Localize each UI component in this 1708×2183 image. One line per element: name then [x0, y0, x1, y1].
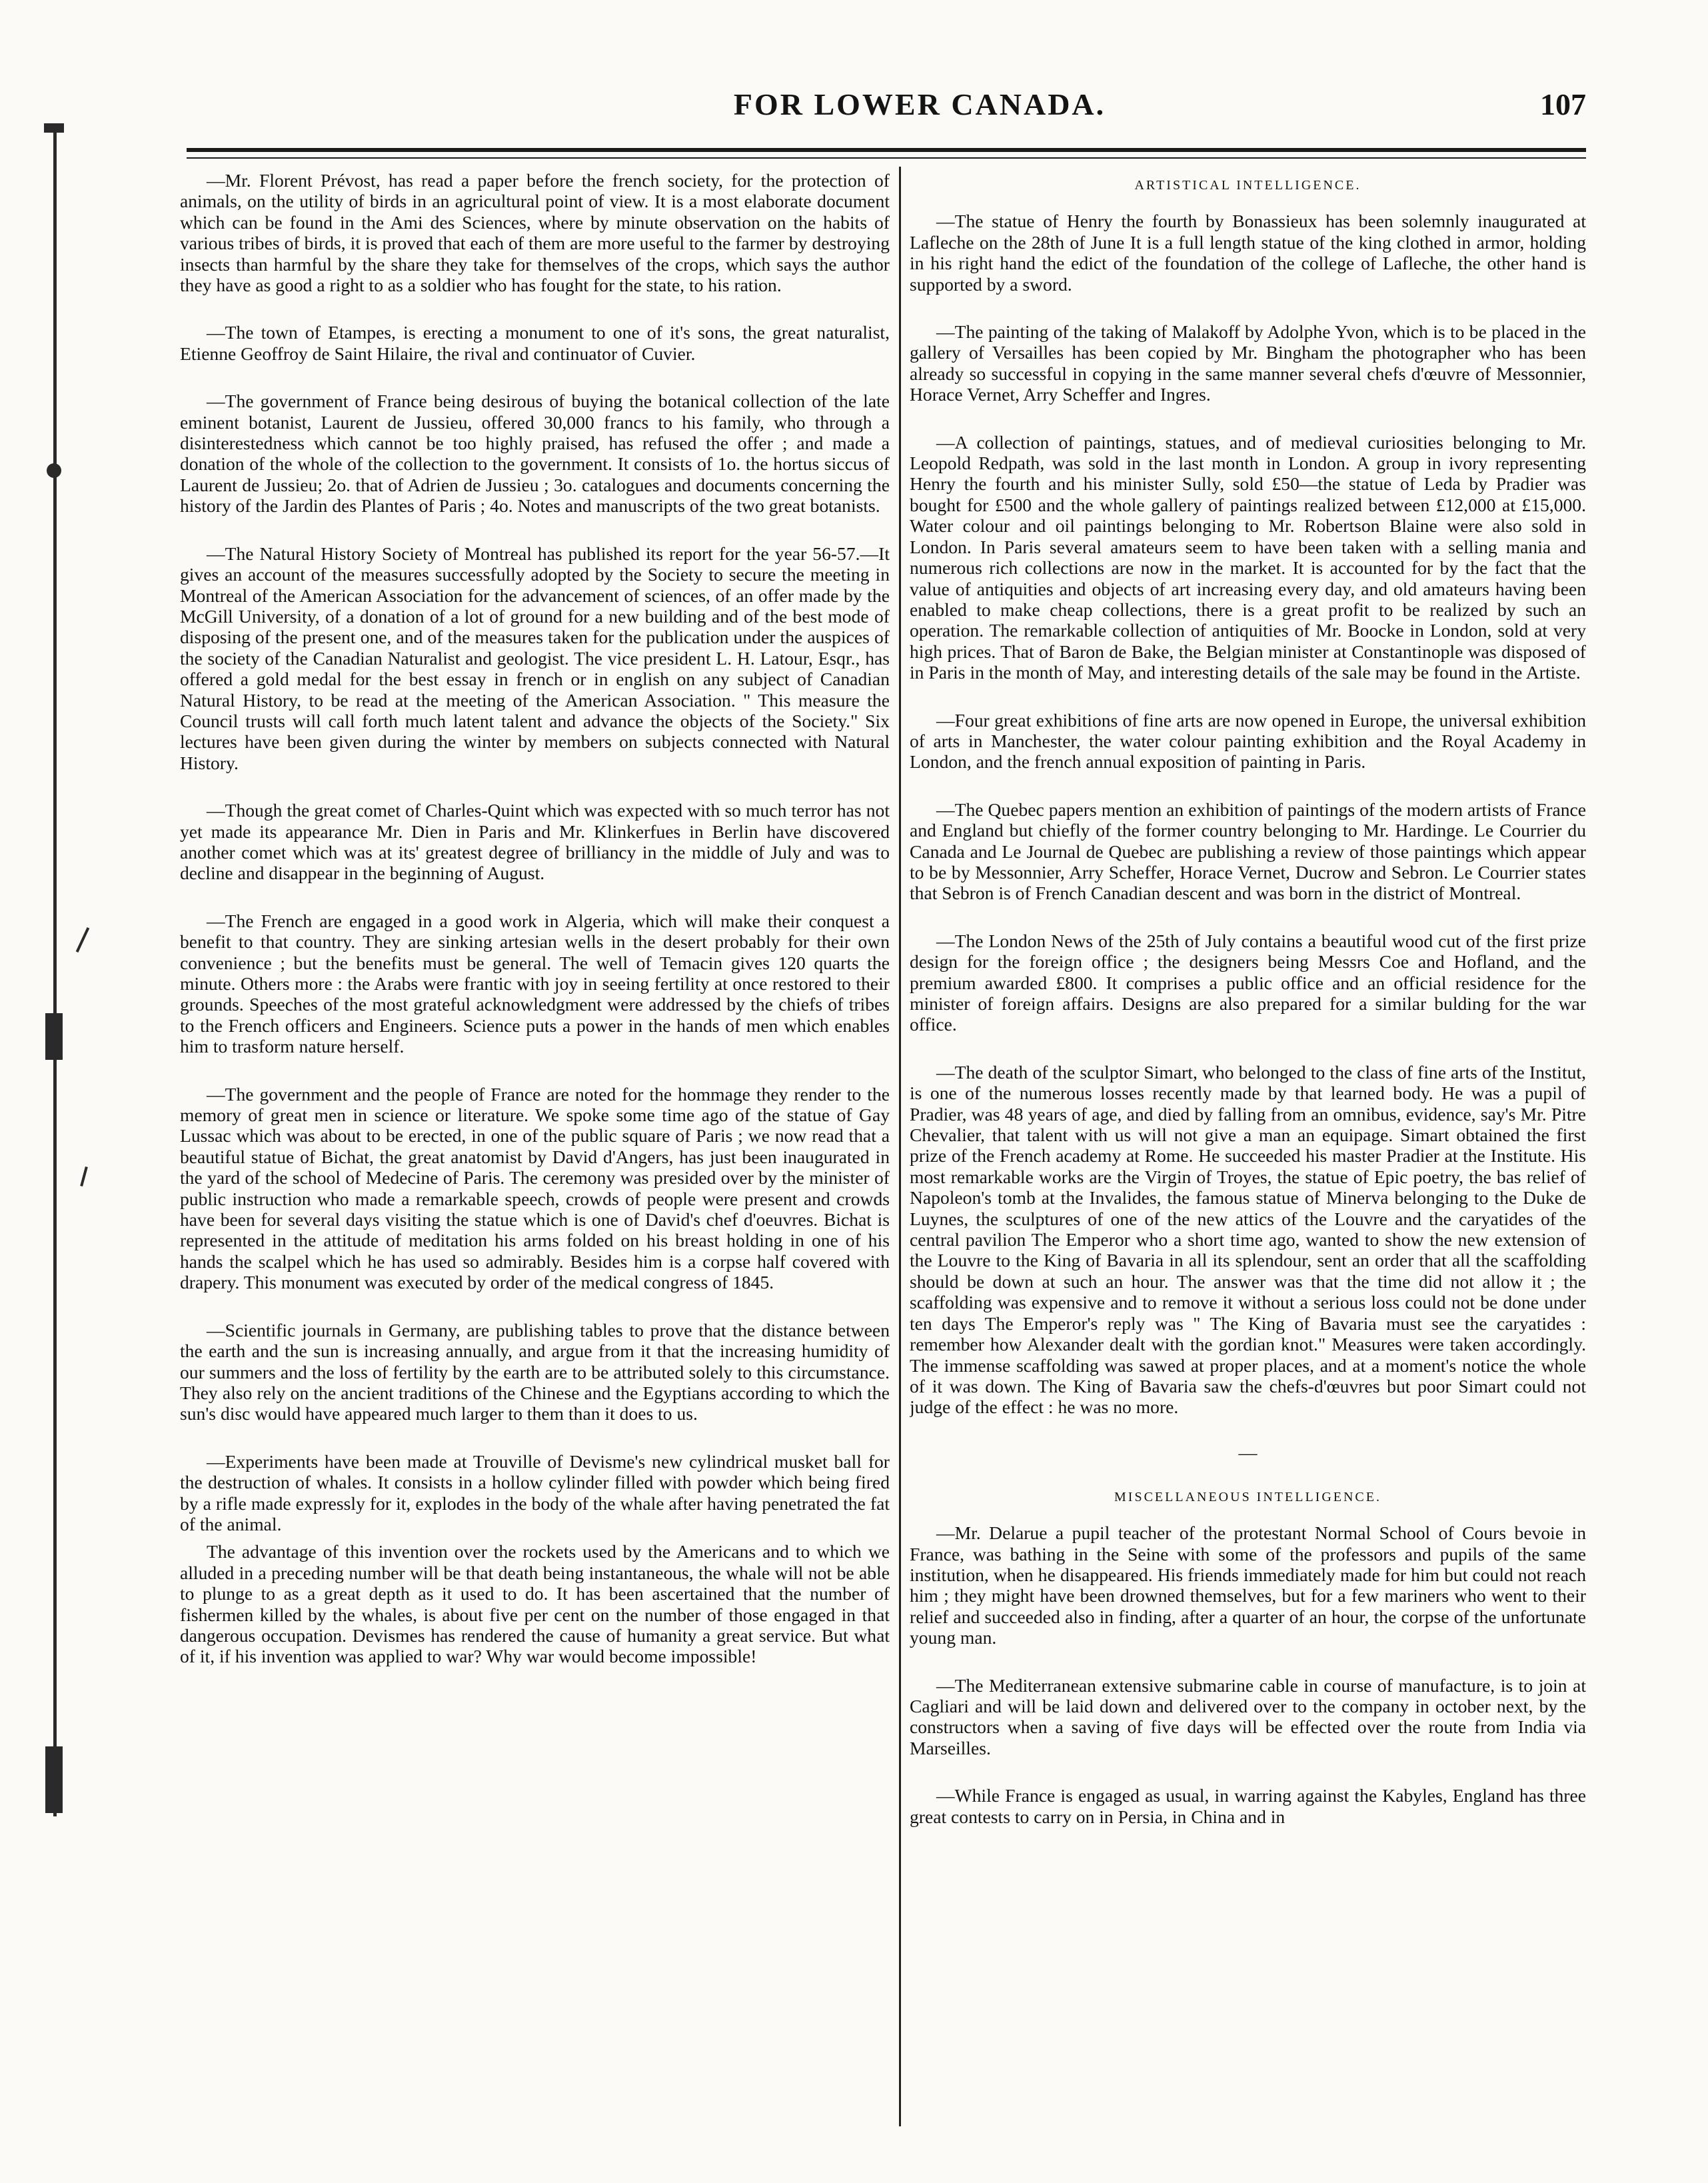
article-france-kabyles: —While France is engaged as usual, in warring against the Kabyles, England has three great contests to carry on in Persia, in China and in [910, 1785, 1586, 1827]
margin-tick-2 [80, 1166, 88, 1186]
page-number: 107 [1540, 87, 1586, 121]
header-rule-thick [187, 148, 1586, 152]
article-delarue-drowning: —Mr. Delarue a pupil teacher of the protestant Normal School of Cours bevoie in France, was bathing in the Seine with some of the professors and pupils of the same institution, when he disappeared. His friends immediately made for him but could not reach him ; they might have been drowned themselves, but for a few mariners who went to their relief and succeeded also in finding, after a quarter of an hour, the corpse of the unfortunate young man. [910, 1522, 1586, 1648]
article-foreign-office-design: —The London News of the 25th of July contains a beautiful wood cut of the first prize design for the foreign office ; the designers being Messrs Coe and Hofland, and the premium awarded £800. It comprises a public office and an official residence for the minister of foreign affairs. Designs are also prepared for a similar bulding for the war office. [910, 930, 1586, 1035]
header-rule-thin [187, 157, 1586, 159]
article-henry-statue: —The statue of Henry the fourth by Bonassieux has been solemnly inaugurated at Lafleche on the 28th of June It is a full length statue of the king clothed in armor, holding in his right hand the edict of the foundation of the college of Lafleche, the other hand is supported by a sword. [910, 211, 1586, 295]
margin-tick-1 [76, 927, 90, 953]
margin-mark-middle [45, 1013, 63, 1060]
article-four-exhibitions: —Four great exhibitions of fine arts are now opened in Europe, the universal exhibition of arts in Manchester, the water colour painting exhibition and the Royal Academy in London, and the french annual exposition of painting in Paris. [910, 709, 1586, 773]
article-etampes-monument: —The town of Etampes, is erecting a monument to one of it's sons, the great naturalist, Etienne Geoffroy de Saint Hilaire, the rival and continuator of Cuvier. [180, 322, 890, 364]
column-divider [899, 167, 901, 2126]
article-redpath-collection: —A collection of paintings, statues, and of medieval curiosities belonging to Mr. Leopold Redpath, was sold in the last month in London. A group in ivory representing Henry the fourth and his minister Sully, sold £50—the statue of Leda by Pradier was bought for £500 and the whole gallery of paintings realized between £12,000 at £15,000. Water colour and oil paintings belonging to Mr. Robertson Blaine were also sold in London. In Paris several amateurs seem to have been taken with a selling mania and numerous rich collections are now in the market. It is accounted for by the fact that the value of antiquities and objects of art increasing every day, and old amateurs having been enabled to make cheap collections, there is a great profit to be realized by such an operation. The remarkable collection of antiquities of Mr. Boocke in London, sold at very high prices. That of Baron de Bake, the Belgian minister at Constantinople was disposed of in Paris in the month of May, and interesting details of the sale may be found in the Artiste. [910, 431, 1586, 683]
margin-mark-bottom [45, 1746, 63, 1813]
margin-binding-line [53, 123, 57, 1816]
article-prevost-birds: —Mr. Florent Prévost, has read a paper before the french society, for the protection of animals, on the utility of birds in an agricultural point of view. It is a most elaborate document which can be found in the Ami des Sciences, where by minute observation on the habits of various tribes of birds, it is proved that each of them are more useful to the farmer by destroying insects than harmful by the share they take for themselves of the crops, which says the author they have as good a right to as a soldier who has fought for the state, to his ration. [180, 170, 890, 296]
article-malakoff-painting: —The painting of the taking of Malakoff by Adolphe Yvon, which is to be placed in the gallery of Versailles has been copied by Mr. Bingham the photographer who has been already so successful in copying in the same manner several chefs d'œuvre of Messonnier, Horace Vernet, Arry Scheffer and Ingres. [910, 321, 1586, 405]
margin-mark-ring [47, 463, 61, 478]
article-whale-advantage: The advantage of this invention over the rockets used by the Americans and to which we alluded in a preceding number will be that death being instantaneous, the whale will not be able to plunge to as a great depth as it used to do. It has been ascertained that the number of fishermen killed by the whales, is about five per cent on the number of those engaged in that dangerous occupation. Devismes has rendered the cause of humanity a great service. But what of it, if his invention was applied to war? Why war would become impossible! [180, 1541, 890, 1667]
article-comet: —Though the great comet of Charles-Quint which was expected with so much terror has not yet made its appearance Mr. Dien in Paris and Mr. Klinkerfues in Berlin have discovered another comet which was at its' greatest degree of brilliancy in the middle of July and was to decline and disappear in the beginning of August. [180, 800, 890, 884]
section-heading-artistical: ARTISTICAL INTELLIGENCE. [1134, 178, 1361, 193]
article-submarine-cable: —The Mediterranean extensive submarine cable in course of manufacture, is to join at Cagliari and will be laid down and delivered over to the company in october next, by the constructors when a saving of five days will be effected over the route from India via Marseilles. [910, 1674, 1586, 1758]
right-column [910, 170, 1586, 2123]
section-separator: — [1238, 1442, 1258, 1464]
article-simart-death: —The death of the sculptor Simart, who belonged to the class of fine arts of the Institut, is one of the numerous losses recently made by that learned body. He was a pupil of Pradier, was 48 years of age, and died by falling from an omnibus, evidence, say's Mr. Pitre Chevalier, that talent with us will not give a man an equipage. Simart obtained the first prize of the French academy at Rome. He succeeded his master Pradier at the Institute. His most remarkable works are the Virgin of Troyes, the statue of Epic poetry, the bas relief of Napoleon's tomb at the Invalides, the famous statue of Minerva belonging to the Duke de Luynes, the sculptures of one of the new attics of the Louvre and the caryatides of the central pavilion The Emperor who a short time ago, wanted to show the new extension of the Louvre to the King of Bavaria in all its splendour, sent an order that all the scaffolding should be down at such an hour. The answer was that the time did not allow it ; the scaffolding was expensive and to remove it without a serious loss could not be done under ten days The Emperor's reply was " The King of Bavaria must see the caryatides : remember how Alexander dealt with the gordian knot." Measures were taken accordingly. The immense scaffolding was sawed at proper places, and at a moment's notice the whole of it was down. The King of Bavaria saw the chefs-d'œuvres but poor Simart could not judge of the effect : he was no more. [910, 1061, 1586, 1418]
left-column [180, 170, 890, 2123]
article-whale-musket: —Experiments have been made at Trouville of Devisme's new cylindrical musket ball for the destruction of whales. It consists in a hollow cylinder filled with powder which being fired by a rifle made expressly for it, explodes in the body of the whale after having penetrated the fat of the animal. [180, 1450, 890, 1534]
running-title: FOR LOWER CANADA. [733, 87, 1106, 121]
article-quebec-exhibition: —The Quebec papers mention an exhibition of paintings of the modern artists of France and England but chiefly of the former country belonging to Mr. Hardinge. Le Courrier du Canada and Le Journal de Quebec are publishing a review of those paintings which appear to be by Messonnier, Arry Scheffer, Horace Vernet, Ducrow and Sebron. Le Courrier states that Sebron is of French Canadian descent and was born in the district of Montreal. [910, 799, 1586, 904]
article-algeria-wells: —The French are engaged in a good work in Algeria, which will make their conquest a benefit to that country. They are sinking artesian wells in the desert probably for their own convenience ; but the benefits must be general. The well of Temacin gives 120 quarts the minute. Others more : the Arabs were frantic with joy in seeing fertility at once restored to their grounds. Speeches of the most grateful acknowledgment were addressed by the chiefs of tribes to the French officers and Engineers. Science puts a power in the hands of men which enables him to trasform nature herself. [180, 910, 890, 1057]
section-heading-miscellaneous: MISCELLANEOUS INTELLIGENCE. [1114, 1489, 1381, 1504]
article-natural-history-society: —The Natural History Society of Montreal has published its report for the year 56-57.—It gives an account of the measures successfully adopted by the Society to secure the meeting in Montreal of the American Association for the advancement of sciences, of an offer made by the McGill University, of a donation of a lot of ground for a new building and of the best mode of disposing of the present one, and of the measures taken for the publication under the auspices of the society of the Canadian Naturalist and geologist. The vice president L. H. Latour, Esqr., has offered a gold medal for the best essay in french or in english on any subject of Canadian Natural History, to be read at the meeting of the American Association. " This measure the Council trusts will call forth much latent talent and advance the objects of the Society." Six lectures have been given during the winter by members on subjects connected with Natural History. [180, 543, 890, 773]
margin-mark-top [44, 123, 64, 133]
article-bichat-statue: —The government and the people of France are noted for the hommage they render to the memory of great men in science or literature. We spoke some time ago of the statue of Gay Lussac which was about to be erected, in one of the public square of Paris ; we now read that a beautiful statue of Bichat, the great anatomist by David d'Angers, has just been inaugurated in the yard of the school of Medecine of Paris. The ceremony was presided over by the minister of public instruction who made a remarkable speech, crowds of people were present and crowds have been for several days visiting the statue which is one of David's chef d'oeuvres. Bichat is represented in the attitude of meditation his arms folded on his breast holding in one of his hands the scalpel which he has used so admirably. Besides him is a corpse half covered with drapery. This monument was executed by order of the medical congress of 1845. [180, 1083, 890, 1293]
article-earth-sun-distance: —Scientific journals in Germany, are publishing tables to prove that the distance between the earth and the sun is increasing annually, and argue from it that the increasing humidity of our summers and the loss of fertility by the earth are to be attributed solely to this circumstance. They also rely on the ancient traditions of the Chinese and the Egyptians according to which the sun's disc would have appeared much larger to them than it does to us. [180, 1319, 890, 1424]
article-jussieu-collection: —The government of France being desirous of buying the botanical collection of the late eminent botanist, Laurent de Jussieu, offered 30,000 francs to his family, who through a disinterestedness which cannot be too highly praised, has refused the offer ; and made a donation of the whole of the collection to the government. It consists of 1o. the hortus siccus of Laurent de Jussieu; 2o. that of Adrien de Jussieu ; 3o. catalogues and documents concerning the history of the Jardin des Plantes of Paris ; 4o. Notes and manuscripts of the two great botanists. [180, 391, 890, 517]
